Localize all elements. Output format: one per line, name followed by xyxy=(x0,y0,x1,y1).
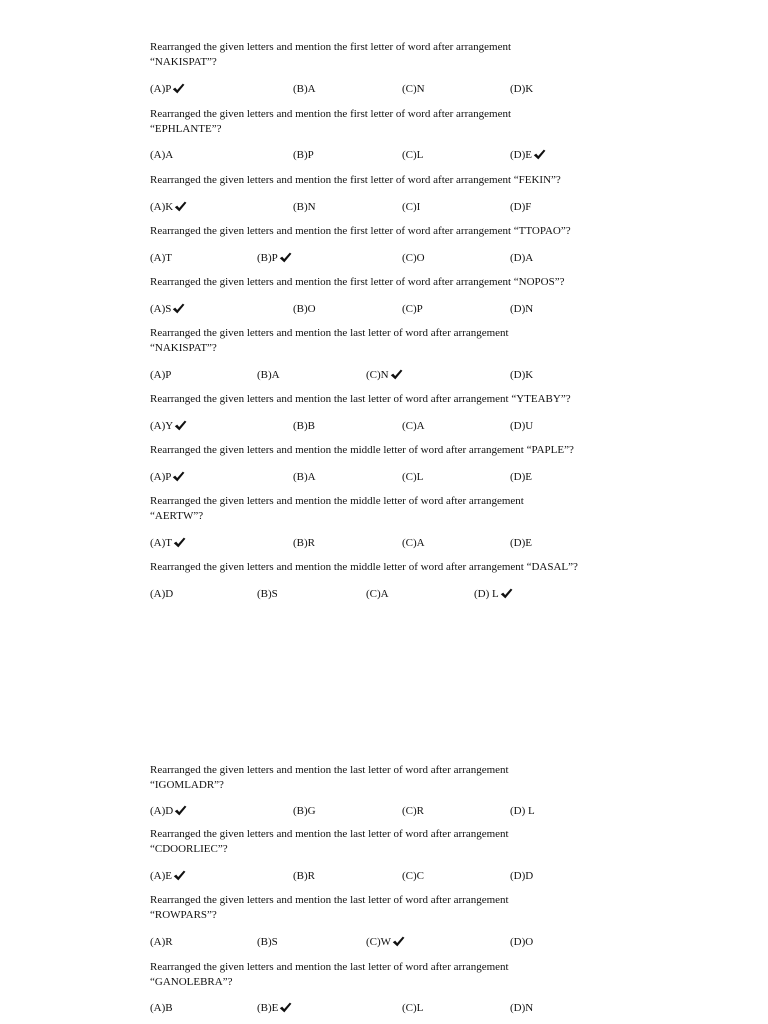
option-label: (C)N xyxy=(366,369,389,381)
option-b xyxy=(293,535,315,551)
option-d xyxy=(474,586,513,602)
option-label: (D)E xyxy=(510,537,532,549)
option-label: (B)E xyxy=(257,1002,279,1014)
option-c xyxy=(402,469,423,485)
option-label: (D)K xyxy=(510,369,534,381)
question-line: Rearranged the given letters and mention the last letter of word after arrangement xyxy=(150,327,509,339)
option-label: (A)D xyxy=(150,805,174,817)
checkmark-icon xyxy=(390,369,403,380)
option-label: (C)O xyxy=(402,252,425,264)
option-label: (B)S xyxy=(257,588,278,600)
option-label: (A)K xyxy=(150,201,174,213)
option-d xyxy=(510,418,533,434)
option-label: (B)R xyxy=(293,870,315,882)
option-label: (B)B xyxy=(293,420,315,432)
question-line: Rearranged the given letters and mention the first letter of word after arrangement “NOPOS”? xyxy=(150,276,565,288)
question-word: “GANOLEBRA”? xyxy=(150,976,233,988)
checkmark-icon xyxy=(279,1002,292,1013)
question-line: Rearranged the given letters and mention the first letter of word after arrangement xyxy=(150,41,512,53)
options-row xyxy=(150,934,630,950)
option-label: (A)P xyxy=(150,369,172,381)
option-label: (C)P xyxy=(402,303,423,315)
option-d xyxy=(510,535,532,551)
option-label: (D)A xyxy=(510,252,534,264)
option-label: (D) L xyxy=(474,588,499,600)
option-label: (A)E xyxy=(150,870,172,882)
option-label: (C)L xyxy=(402,149,424,161)
option-label: (B)N xyxy=(293,201,316,213)
option-c xyxy=(402,535,425,551)
question-word: “EPHLANTE”? xyxy=(150,123,222,135)
option-d xyxy=(510,469,532,485)
option-label: (B)S xyxy=(257,936,278,948)
option-label: (A)A xyxy=(150,149,174,161)
question-text xyxy=(150,494,630,524)
options-row xyxy=(150,250,630,266)
option-a xyxy=(150,81,185,97)
option-label: (B)A xyxy=(293,471,316,483)
checkmark-icon xyxy=(172,303,185,314)
question-text xyxy=(150,326,630,356)
option-label: (C)L xyxy=(402,1002,424,1014)
option-b xyxy=(293,147,314,163)
checkmark-icon xyxy=(172,471,185,482)
question-text xyxy=(150,173,630,188)
option-c xyxy=(366,586,389,602)
option-a xyxy=(150,803,187,819)
checkmark-icon xyxy=(500,588,513,599)
options-row xyxy=(150,469,630,485)
option-label: (C)A xyxy=(402,420,425,432)
option-label: (B)P xyxy=(293,149,314,161)
options-row xyxy=(150,199,630,215)
option-label: (D)N xyxy=(510,1002,534,1014)
option-label: (A)T xyxy=(150,537,172,549)
option-label: (D) L xyxy=(510,805,535,817)
option-label: (C)W xyxy=(366,936,392,948)
option-label: (C)N xyxy=(402,83,425,95)
question-line: Rearranged the given letters and mention the first letter of word after arrangement “TTOPAO”? xyxy=(150,225,571,237)
option-label: (A)P xyxy=(150,471,172,483)
question-text xyxy=(150,224,630,239)
question-text xyxy=(150,40,630,70)
option-b xyxy=(293,199,316,215)
option-c xyxy=(366,934,405,950)
options-row xyxy=(150,868,630,884)
question-line: Rearranged the given letters and mention the last letter of word after arrangement xyxy=(150,894,509,906)
question-line: Rearranged the given letters and mention the last letter of word after arrangement xyxy=(150,961,509,973)
option-b xyxy=(257,1000,292,1016)
question-line: Rearranged the given letters and mention the middle letter of word after arrangement “PAPLE”? xyxy=(150,444,574,456)
question-line: Rearranged the given letters and mention the first letter of word after arrangement xyxy=(150,108,512,120)
options-row xyxy=(150,147,630,163)
checkmark-icon xyxy=(173,537,186,548)
option-c xyxy=(402,1000,423,1016)
option-d xyxy=(510,934,533,950)
question-word: “NAKISPAT”? xyxy=(150,342,217,354)
options-row xyxy=(150,535,630,551)
options-row xyxy=(150,1000,630,1016)
option-d xyxy=(510,301,533,317)
option-label: (D)K xyxy=(510,83,534,95)
option-label: (D)D xyxy=(510,870,534,882)
option-c xyxy=(402,803,424,819)
checkmark-icon xyxy=(279,252,292,263)
question-word: “ROWPARS”? xyxy=(150,909,217,921)
option-label: (D)E xyxy=(510,471,532,483)
option-label: (D)E xyxy=(510,149,532,161)
option-d xyxy=(510,367,533,383)
option-label: (B)A xyxy=(293,83,316,95)
option-d xyxy=(510,250,533,266)
question-line: Rearranged the given letters and mention the last letter of word after arrangement “YTEABY”? xyxy=(150,393,571,405)
option-d xyxy=(510,1000,533,1016)
option-c xyxy=(402,199,420,215)
options-row xyxy=(150,586,630,602)
option-label: (D)O xyxy=(510,936,534,948)
option-d xyxy=(510,868,533,884)
question-word: “CDOORLIEC”? xyxy=(150,843,228,855)
options-row xyxy=(150,418,630,434)
option-a xyxy=(150,469,185,485)
question-text xyxy=(150,392,630,407)
checkmark-icon xyxy=(174,201,187,212)
question-line: Rearranged the given letters and mention the last letter of word after arrangement xyxy=(150,828,509,840)
question-text xyxy=(150,560,630,575)
option-label: (C)A xyxy=(402,537,425,549)
option-c xyxy=(402,147,423,163)
option-b xyxy=(257,586,278,602)
option-label: (D)F xyxy=(510,201,532,213)
option-label: (B)P xyxy=(257,252,278,264)
option-b xyxy=(293,868,315,884)
question-text xyxy=(150,107,630,137)
question-word: “NAKISPAT”? xyxy=(150,56,217,68)
checkmark-icon xyxy=(392,936,405,947)
option-a xyxy=(150,250,172,266)
option-label: (C)A xyxy=(366,588,389,600)
checkmark-icon xyxy=(172,83,185,94)
options-row xyxy=(150,81,630,97)
option-c xyxy=(402,81,425,97)
option-label: (C)L xyxy=(402,471,424,483)
option-label: (A)B xyxy=(150,1002,173,1014)
option-d xyxy=(510,803,535,819)
option-a xyxy=(150,1000,173,1016)
option-c xyxy=(402,301,423,317)
option-b xyxy=(293,469,316,485)
option-a xyxy=(150,199,187,215)
option-label: (B)O xyxy=(293,303,316,315)
option-label: (A)P xyxy=(150,83,172,95)
checkmark-icon xyxy=(174,420,187,431)
question-text xyxy=(150,827,630,857)
option-d xyxy=(510,199,531,215)
option-a xyxy=(150,301,185,317)
option-b xyxy=(293,803,316,819)
question-text xyxy=(150,960,630,990)
option-label: (C)R xyxy=(402,805,424,817)
question-line: Rearranged the given letters and mention the middle letter of word after arrangement “DASAL”? xyxy=(150,561,578,573)
option-c xyxy=(366,367,403,383)
option-label: (B)R xyxy=(293,537,315,549)
options-row xyxy=(150,367,630,383)
question-line: Rearranged the given letters and mention the middle letter of word after arrangement xyxy=(150,495,524,507)
option-label: (D)N xyxy=(510,303,534,315)
option-c xyxy=(402,418,425,434)
option-d xyxy=(510,147,546,163)
option-label: (C)C xyxy=(402,870,424,882)
option-b xyxy=(257,250,292,266)
question-text xyxy=(150,275,630,290)
question-line: Rearranged the given letters and mention the last letter of word after arrangement xyxy=(150,764,509,776)
option-a xyxy=(150,586,173,602)
question-word: “IGOMLADR”? xyxy=(150,779,224,791)
option-a xyxy=(150,868,186,884)
option-b xyxy=(293,418,315,434)
option-b xyxy=(293,81,316,97)
option-label: (B)G xyxy=(293,805,316,817)
options-row xyxy=(150,803,630,819)
checkmark-icon xyxy=(173,870,186,881)
option-label: (A)R xyxy=(150,936,173,948)
option-b xyxy=(257,934,278,950)
question-word: “AERTW”? xyxy=(150,510,204,522)
question-text xyxy=(150,893,630,923)
option-label: (C)I xyxy=(402,201,421,213)
option-d xyxy=(510,81,533,97)
option-label: (A)T xyxy=(150,252,172,264)
option-label: (A)Y xyxy=(150,420,174,432)
option-a xyxy=(150,418,187,434)
option-label: (B)A xyxy=(257,369,280,381)
option-label: (A)D xyxy=(150,588,174,600)
option-b xyxy=(293,301,316,317)
option-label: (D)U xyxy=(510,420,534,432)
option-a xyxy=(150,367,171,383)
question-text xyxy=(150,443,630,458)
option-c xyxy=(402,868,424,884)
question-text xyxy=(150,763,630,793)
option-a xyxy=(150,535,186,551)
option-label: (A)S xyxy=(150,303,172,315)
option-b xyxy=(257,367,280,383)
option-a xyxy=(150,147,173,163)
checkmark-icon xyxy=(533,149,546,160)
option-c xyxy=(402,250,425,266)
options-row xyxy=(150,301,630,317)
option-a xyxy=(150,934,173,950)
question-line: Rearranged the given letters and mention the first letter of word after arrangement “FEKIN”? xyxy=(150,174,561,186)
checkmark-icon xyxy=(174,805,187,816)
